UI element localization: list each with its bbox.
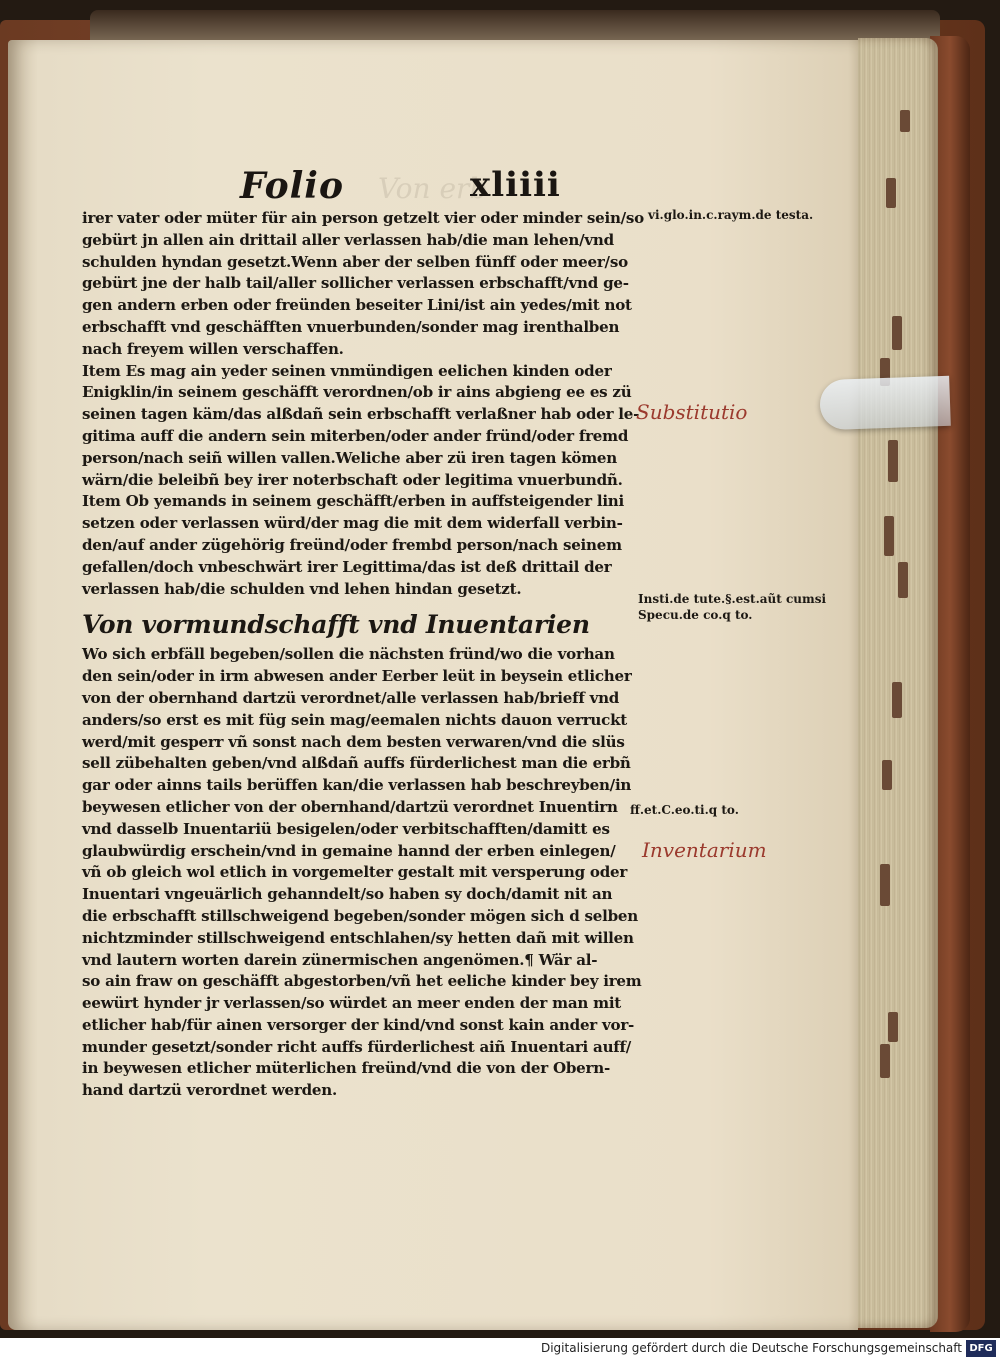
handwritten-annotation: Substitutio xyxy=(636,400,748,424)
index-tab xyxy=(880,1044,890,1078)
text-line: schulden hyndan gesetzt.Wenn aber der selben fünff oder meer/so xyxy=(82,252,628,271)
text-line: die erbschafft stillschweigend begeben/sonder mögen sich d selben xyxy=(82,906,638,925)
index-tab xyxy=(886,178,896,208)
margin-note: vi.glo.in.c.raym.de testa. xyxy=(648,208,814,222)
footer-bar xyxy=(0,1338,1000,1360)
index-tab xyxy=(888,1012,898,1042)
text-line: vnd lautern worten darein zünermischen angenömen.¶ Wär al- xyxy=(82,950,598,969)
text-line: munder gesetzt/sonder richt auffs fürderlichest aiñ Inuentari auff/ xyxy=(82,1037,632,1056)
text-line: hand dartzü verordnet werden. xyxy=(82,1081,337,1100)
text-line: gebürt jne der halb tail/aller sollicher verlassen erbschafft/vnd ge- xyxy=(82,274,629,293)
text-line: so ain fraw on geschäfft abgestorben/vñ het eeliche kinder bey irem xyxy=(82,972,642,991)
index-tab xyxy=(900,110,910,132)
show-through-text: Von erb xyxy=(378,172,488,205)
text-line: von der obernhand dartzü verordnet/alle verlassen hab/brieff vnd xyxy=(82,688,620,707)
text-line: wärn/die beleibñ bey irer noterbschaft oder legitima vnuerbundñ. xyxy=(82,470,623,489)
margin-note: Insti.de tute.§.est.aũt cumsi xyxy=(638,592,827,606)
funding-credit: Digitalisierung gefördert durch die Deutsche Forschungsgemeinschaft xyxy=(540,1341,962,1355)
text-line: Inuentari vngeuärlich gehanndelt/so haben sy doch/damit nit an xyxy=(82,885,613,904)
index-tab xyxy=(892,682,902,718)
index-tab xyxy=(892,316,902,350)
plexiglass-page-holder xyxy=(819,376,951,431)
text-line: etlicher hab/für ainen versorger der kind/vnd sonst kain ander vor- xyxy=(82,1015,635,1034)
text-line: setzen oder verlassen würd/der mag die mit dem widerfall verbin- xyxy=(82,514,623,533)
text-line: gar oder ainns tails berüffen kan/die verlassen hab beschreyben/in xyxy=(82,776,632,795)
index-tab xyxy=(888,440,898,482)
text-line: erbschafft vnd geschäfften vnuerbunden/sonder mag irenthalben xyxy=(82,317,620,336)
text-line: Enigklin/in seinem geschäfft verordnen/ob ir ains abgieng ee es zü xyxy=(82,383,632,402)
text-line: nichtzminder stillschweigend entschlahen/sy hetten dañ mit willen xyxy=(82,928,634,947)
text-line: den/auf ander zügehörig freünd/oder frembd person/nach seinem xyxy=(82,535,622,554)
index-tab xyxy=(882,760,892,790)
text-line: person/nach seiñ willen vallen.Weliche aber zü iren tagen kömen xyxy=(82,448,618,467)
text-line: in beywesen etlicher müterlichen freünd/vnd die von der Obern- xyxy=(82,1059,610,1078)
text-line: seinen tagen käm/das alßdañ sein erbschafft verlaßner hab oder le- xyxy=(82,405,640,424)
text-line: verlassen hab/die schulden vnd lehen hindan gesetzt. xyxy=(82,579,522,598)
page-body xyxy=(82,208,644,1102)
text-line: gebürt jn allen ain drittail aller verlassen hab/die man lehen/vnd xyxy=(82,230,614,249)
text-line: eewürt hynder jr verlassen/so würdet an meer enden der man mit xyxy=(82,994,622,1013)
text-line: Item Es mag ain yeder seinen vnmündigen eelichen kinden oder xyxy=(82,361,612,380)
margin-note: ff.et.C.eo.ti.q to. xyxy=(630,803,739,817)
text-line: den sein/oder in irm abwesen ander Eerber leüt in beysein etlicher xyxy=(82,667,632,686)
text-line: nach freyem willen verschaffen. xyxy=(82,339,344,358)
text-line: gefallen/doch vnbeschwärt irer Legittima/das ist deß drittail der xyxy=(82,557,612,576)
text-line: gen andern erben oder freünden beseiter Lini/ist ain yedes/mit not xyxy=(82,296,632,315)
text-line: irer vater oder müter für ain person getzelt vier oder minder sein/so xyxy=(82,209,644,227)
text-line: anders/so erst es mit füg sein mag/eemalen nichts dauon verruckt xyxy=(82,710,628,729)
text-line: beywesen etlicher von der obernhand/dartzü verordnet Inuentirn xyxy=(82,797,618,816)
text-line: vñ ob gleich wol etlich in vorgemelter gestalt mit versperung oder xyxy=(82,863,628,882)
text-line: werd/mit gesperr vñ sonst nach dem besten verwaren/vnd die slüs xyxy=(82,732,625,751)
text-line: Item Ob yemands in seinem geschäfft/erben in auffsteigender lini xyxy=(82,492,625,511)
margin-note: Specu.de co.q to. xyxy=(638,608,753,622)
handwritten-annotation: Inventarium xyxy=(642,838,767,862)
text-line: gitima auff die andern sein miterben/oder ander fründ/oder fremd xyxy=(82,426,629,445)
folio-number: xliiii xyxy=(470,165,561,205)
text-line: sell zübehalten geben/vnd alßdañ auffs fürderlichest man die erbñ xyxy=(82,754,631,773)
index-tab xyxy=(880,864,890,906)
dfg-logo: DFG xyxy=(966,1340,996,1357)
folio-label: Folio xyxy=(240,165,344,207)
index-tab xyxy=(884,516,894,556)
text-line: glaubwürdig erschein/vnd in gemaine hannd der erben einlegen/ xyxy=(82,841,616,860)
text-line: Wo sich erbfäll begeben/sollen die nächsten fründ/wo die vorhan xyxy=(82,645,615,664)
text-line: vnd dasselb Inuentariü besigelen/oder verbitschafften/damitt es xyxy=(82,819,610,838)
page-header xyxy=(240,165,561,207)
section-heading: Von vormundschafft vnd Inuentarien xyxy=(82,610,590,640)
index-tab xyxy=(898,562,908,598)
